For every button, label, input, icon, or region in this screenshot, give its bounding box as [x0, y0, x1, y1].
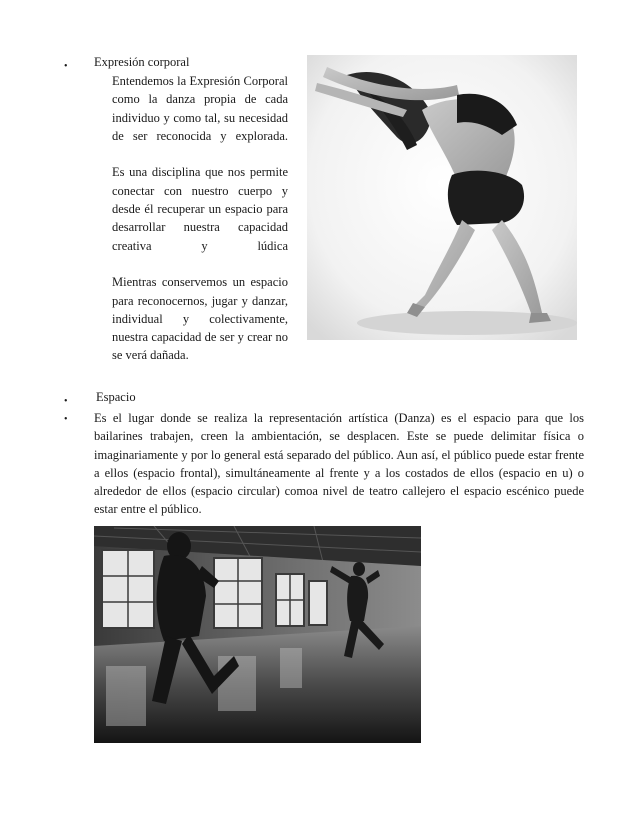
bullet-expresion: • [64, 61, 68, 72]
studio-photo [94, 526, 421, 743]
heading-expresion-corporal: Expresión corporal [94, 55, 190, 69]
heading-espacio: Espacio [96, 390, 136, 404]
paragraph-3: Mientras conservemos un espacio para reconocernos, jugar y danzar, individual y colectivamente, nuestra capacidad de ser y crear no se verá dañada. [112, 275, 288, 363]
paragraph-2: Es una disciplina que nos permite conectar con nuestro cuerpo y desde él recuperar un espacio para desarrollar nuestra capacidad creativa y lúdica [112, 165, 288, 253]
espacio-text: Es el lugar donde se realiza la representación artística (Danza) es el espacio para que los bailarines trabajen, creen la ambientación, se desplacen. Este se puede delimitar física o imaginariamente y por lo general está separado del público. Aun así, el público puede estar frente a ellos (espacio frontal), simultáneamente al frente y a los costados de ellos (espacio en u) o alrededor de ellos (espacio circular) comoa nivel de teatro callejero el espacio escénico puede estar entre el público. [94, 411, 584, 517]
dancer-photo [307, 55, 577, 340]
bullet-espacio: • [64, 396, 68, 407]
bullet-espacio-text: • [64, 414, 68, 425]
paragraph-1: Entendemos la Expresión Corporal como la danza propia de cada individuo y como tal, su necesidad de ser reconocida y explorada. [112, 74, 288, 143]
expresion-corporal-text [112, 72, 288, 365]
